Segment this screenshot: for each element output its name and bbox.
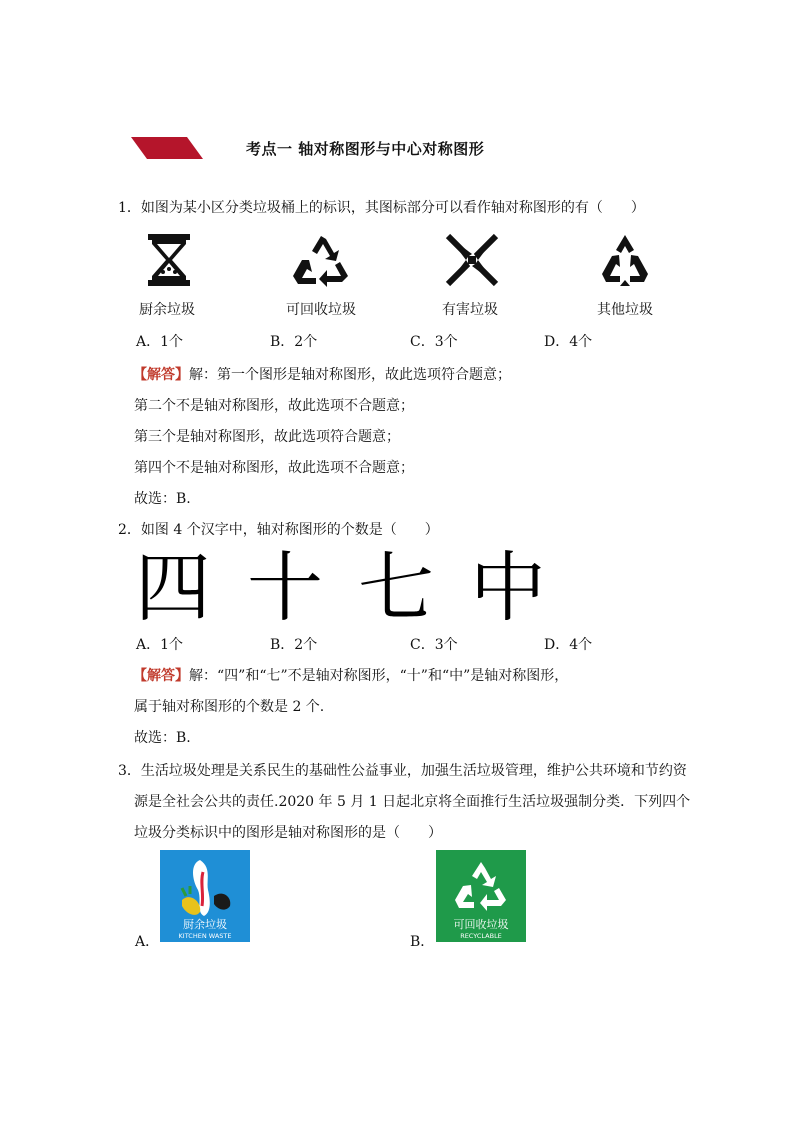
answer-block-2	[133, 665, 568, 685]
answer-line: 第三个是轴对称图形，故此选项符合题意；	[134, 429, 400, 445]
answer-tag: 【解答】	[133, 367, 189, 383]
option-d: D．4个	[544, 637, 593, 653]
question-3-stem-line: 3．生活垃圾处理是关系民生的基础性公益事业，加强生活垃圾管理，维护公共环境和节约资	[118, 763, 687, 779]
answer-line: 解：“四”和“七”不是轴对称图形，“十”和“中”是轴对称图形，	[189, 668, 569, 684]
hourglass-bin-icon	[146, 232, 192, 288]
kitchen-waste-sign	[160, 850, 250, 942]
chinese-char: 七	[358, 543, 434, 632]
option-a: A．1个	[136, 334, 184, 350]
sign-text-en: KITCHEN WASTE	[178, 932, 232, 940]
section-title: 考点一 轴对称图形与中心对称图形	[246, 140, 485, 158]
chinese-char: 十	[247, 543, 323, 632]
question-3-stem-line: 垃圾分类标识中的图形是轴对称图形的是（ ）	[134, 825, 442, 841]
answer-line: 故选：B.	[134, 730, 191, 746]
sign-text-en: RECYCLABLE	[460, 932, 502, 940]
section-banner	[131, 137, 203, 159]
answer-line: 第二个不是轴对称图形，故此选项不合题意；	[134, 398, 414, 414]
question-2-stem: 2．如图 4 个汉字中，轴对称图形的个数是（ ）	[118, 522, 439, 538]
option-b-label: B．	[410, 934, 435, 950]
answer-line: 属于轴对称图形的个数是 2 个.	[134, 699, 325, 715]
crossed-arrows-icon	[444, 232, 500, 288]
answer-line: 第四个不是轴对称图形，故此选项不合题意；	[134, 460, 414, 476]
sign-text-cn: 可回收垃圾	[453, 918, 509, 931]
split-recycle-icon	[598, 232, 652, 288]
recyclable-sign	[436, 850, 526, 942]
option-b: B．2个	[270, 637, 318, 653]
question-1-stem: 1．如图为某小区分类垃圾桶上的标识，其图标部分可以看作轴对称图形的有（ ）	[118, 200, 645, 216]
question-3-stem-line: 源是全社会公共的责任.2020 年 5 月 1 日起北京将全面推行生活垃圾强制分类．下列四个	[134, 794, 691, 810]
icon-caption: 其他垃圾	[597, 302, 653, 318]
sign-text-cn: 厨余垃圾	[183, 918, 227, 931]
chinese-char: 四	[135, 543, 211, 632]
icon-caption: 有害垃圾	[442, 302, 498, 318]
answer-block-1	[133, 364, 511, 384]
option-c: C．3个	[410, 334, 458, 350]
answer-line: 解：第一个图形是轴对称图形，故此选项符合题意；	[189, 367, 511, 383]
option-c: C．3个	[410, 637, 458, 653]
option-b: B．2个	[270, 334, 318, 350]
answer-line: 故选：B.	[134, 491, 191, 507]
chinese-char: 中	[470, 543, 546, 632]
recycle-triangle-icon	[290, 232, 352, 288]
option-d: D．4个	[544, 334, 593, 350]
option-a: A．1个	[136, 637, 184, 653]
option-a-label: A．	[135, 934, 160, 950]
icon-caption: 厨余垃圾	[139, 302, 195, 318]
answer-tag: 【解答】	[133, 668, 189, 684]
icon-caption: 可回收垃圾	[286, 302, 356, 318]
